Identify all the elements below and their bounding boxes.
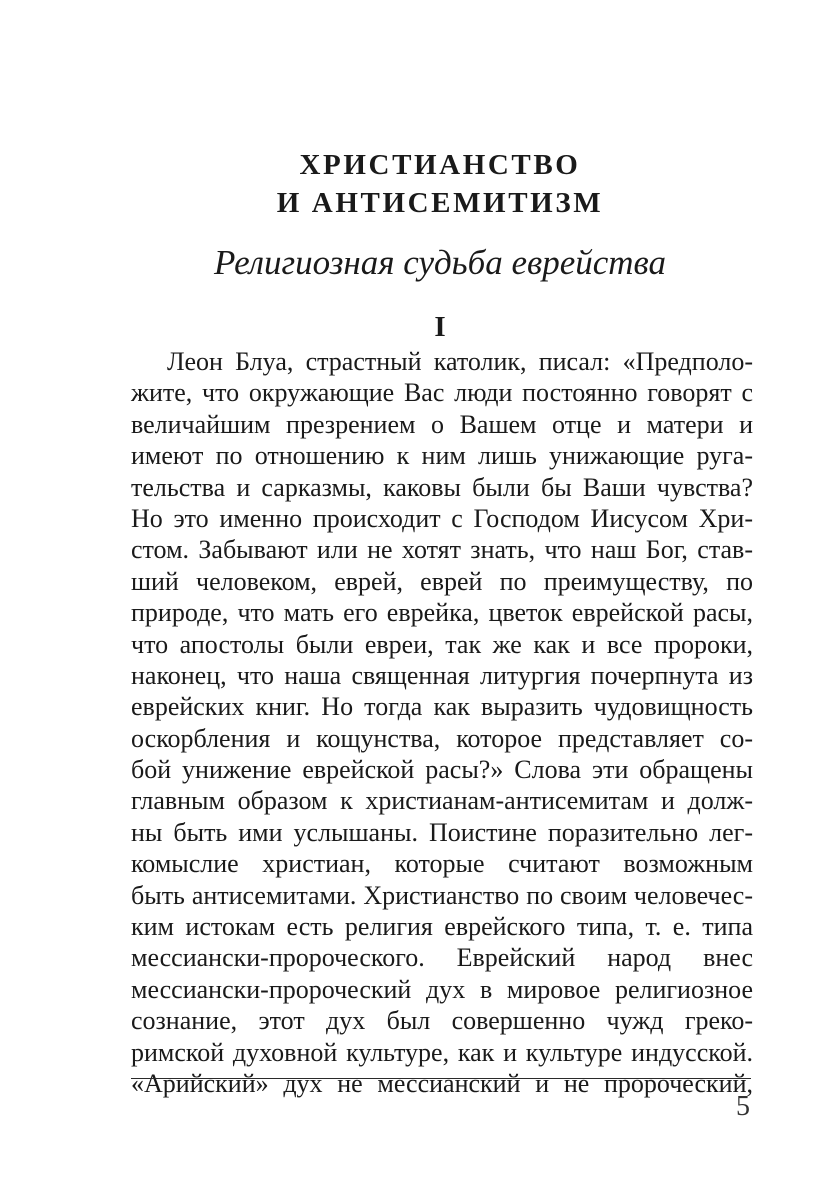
text-line: сознание, этот дух был совершенно чужд греко- — [131, 1006, 753, 1036]
text-line: Но это именно происходит с Господом Иисусом Хри- — [131, 503, 753, 533]
chapter-title-line-1: ХРИСТИАНСТВО — [299, 149, 581, 181]
text-line: еврейских книг. Но тогда как выразить чудовищность — [131, 692, 753, 722]
text-line: мессиански-пророческого. Еврейский народ внес — [131, 943, 753, 973]
text-line: мессиански-пророческий дух в мировое религиозное — [131, 974, 753, 1004]
text-line: бой унижение еврейской расы?» Слова эти обращены — [131, 755, 753, 785]
text-line: главным образом к христианам-антисемитам и долж- — [131, 786, 753, 816]
text-line: ший человеком, еврей, еврей по преимуществу, по — [131, 566, 753, 596]
text-line: ким истокам есть религия еврейского типа, т. е. типа — [131, 912, 753, 942]
text-line: быть антисемитами. Христианство по своим человечес- — [131, 880, 753, 910]
text-line: ны быть ими услышаны. Поистине поразительно лег- — [131, 817, 753, 847]
page-number: 5 — [736, 1091, 750, 1122]
text-line: что апостолы были евреи, так же как и все пророки, — [131, 629, 753, 659]
section-number: I — [434, 311, 446, 343]
text-line: имеют по отношению к ним лишь унижающие руга- — [131, 441, 753, 471]
text-line: наконец, что наша священная литургия почерпнута из — [131, 660, 753, 690]
text-line: природе, что мать его еврейка, цветок еврейской расы, — [131, 598, 753, 628]
text-line: комыслие христиан, которые считают возможным — [131, 849, 753, 879]
text-line: жите, что окружающие Вас люди постоянно говорят с — [131, 378, 753, 408]
text-line: тельства и сарказмы, каковы были бы Ваши чувства? — [131, 472, 753, 502]
text-line: стом. Забывают или не хотят знать, что наш Бог, став- — [131, 535, 753, 565]
text-line: оскорбления и кощунства, которое представляет со- — [131, 723, 753, 753]
text-line: Леон Блуа, страстный католик, писал: «Предполо- — [167, 347, 753, 376]
text-line: «Арийский» дух не мессианский и не пророческий, — [131, 1068, 753, 1098]
chapter-title-line-2: И АНТИСЕМИТИЗМ — [276, 187, 604, 219]
footer-divider — [131, 1078, 751, 1079]
body-paragraph — [131, 346, 753, 1099]
text-line: римской духовной культуре, как и культуре индусской. — [131, 1037, 753, 1067]
text-line: величайшим презрением о Вашем отце и матери и — [131, 409, 753, 439]
chapter-subtitle: Религиозная судьба еврейства — [213, 243, 666, 282]
